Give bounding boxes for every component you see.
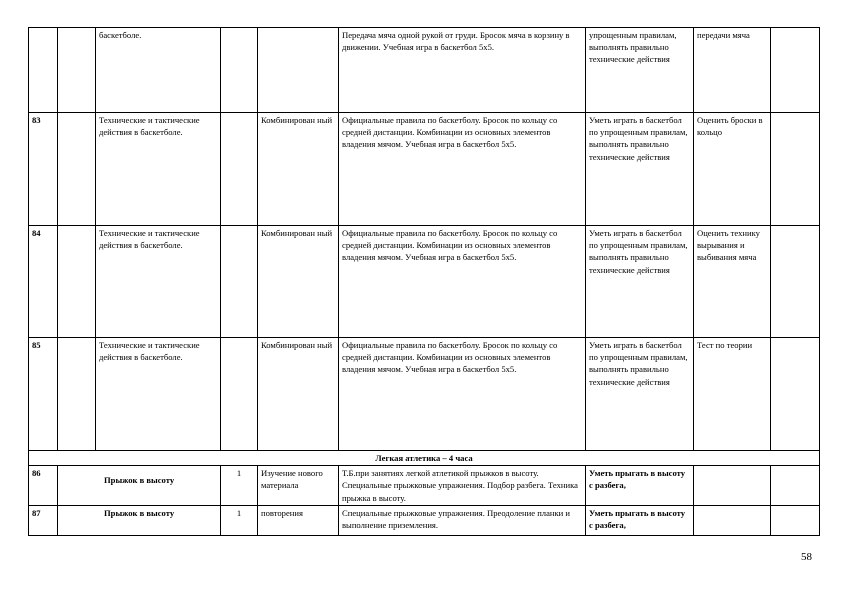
lesson-topic: баскетболе. — [96, 28, 221, 113]
lesson-topic: Технические и тактические действия в баскетболе. — [96, 338, 221, 451]
lesson-content: Официальные правила по баскетболу. Бросок по кольцу со средней дистанции. Комбинации из основных элементов владения мячом. Учебная игра в баскетбол 5х5. — [339, 226, 586, 338]
lesson-hours — [221, 28, 258, 113]
section-header-row — [29, 451, 820, 466]
lesson-type — [258, 28, 339, 113]
lesson-requirements: упрощенным правилам, выполнять правильно технические действия — [586, 28, 694, 113]
lesson-content: Специальные прыжковые упражнения. Преодоление планки и выполнение приземления. — [339, 506, 586, 536]
table-row — [29, 506, 820, 536]
table-row — [29, 28, 820, 113]
empty-cell — [771, 338, 820, 451]
lesson-number — [29, 28, 58, 113]
table-row — [29, 338, 820, 451]
empty-cell — [771, 226, 820, 338]
lesson-requirements: Уметь играть в баскетбол по упрощенным правилам, выполнять правильно технические действия — [586, 338, 694, 451]
lesson-number: 83 — [29, 113, 58, 226]
lesson-requirements: Уметь прыгать в высоту с разбега, — [586, 466, 694, 506]
lesson-number: 87 — [29, 506, 58, 536]
lesson-control: Тест по теории — [694, 338, 771, 451]
empty-cell — [58, 338, 96, 451]
lesson-number: 86 — [29, 466, 58, 506]
lesson-number: 85 — [29, 338, 58, 451]
lesson-topic: Технические и тактические действия в баскетболе. — [96, 226, 221, 338]
lesson-hours — [221, 338, 258, 451]
lesson-type: Комбинирован ный — [258, 226, 339, 338]
lesson-requirements: Уметь играть в баскетбол по упрощенным правилам, выполнять правильно технические действия — [586, 113, 694, 226]
lesson-control: передачи мяча — [694, 28, 771, 113]
empty-cell — [58, 113, 96, 226]
lesson-topic: Прыжок в высоту — [58, 506, 221, 536]
lesson-topic: Прыжок в высоту — [58, 466, 221, 506]
empty-cell — [771, 113, 820, 226]
lesson-control — [694, 466, 771, 506]
empty-cell — [58, 28, 96, 113]
empty-cell — [771, 466, 820, 506]
lesson-hours — [221, 226, 258, 338]
lesson-hours — [221, 113, 258, 226]
lesson-content: Передача мяча одной рукой от груди. Бросок мяча в корзину в движении. Учебная игра в баскетбол 5х5. — [339, 28, 586, 113]
lesson-control: Оценить броски в кольцо — [694, 113, 771, 226]
empty-cell — [771, 28, 820, 113]
lesson-hours: 1 — [221, 506, 258, 536]
table-row — [29, 113, 820, 226]
lesson-number: 84 — [29, 226, 58, 338]
lesson-content: Т.Б.при занятиях легкой атлетикой прыжков в высоту. Специальные прыжковые упражнения. Подбор разбега. Техника прыжка в высоту. — [339, 466, 586, 506]
lesson-type: повторения — [258, 506, 339, 536]
table-row — [29, 226, 820, 338]
lesson-content: Официальные правила по баскетболу. Бросок по кольцу со средней дистанции. Комбинации из основных элементов владения мячом. Учебная игра в баскетбол 5х5. — [339, 338, 586, 451]
lesson-type: Комбинирован ный — [258, 338, 339, 451]
lesson-hours: 1 — [221, 466, 258, 506]
lesson-plan-table — [28, 27, 820, 536]
lesson-content: Официальные правила по баскетболу. Бросок по кольцу со средней дистанции. Комбинации из основных элементов владения мячом. Учебная игра в баскетбол 5х5. — [339, 113, 586, 226]
page-number: 58 — [801, 551, 812, 563]
empty-cell — [58, 226, 96, 338]
lesson-type: Изучение нового материала — [258, 466, 339, 506]
lesson-type: Комбинирован ный — [258, 113, 339, 226]
lesson-control — [694, 506, 771, 536]
table-row — [29, 466, 820, 506]
lesson-topic: Технические и тактические действия в баскетболе. — [96, 113, 221, 226]
empty-cell — [771, 506, 820, 536]
lesson-requirements: Уметь прыгать в высоту с разбега, — [586, 506, 694, 536]
section-title: Легкая атлетика – 4 часа — [29, 451, 820, 466]
lesson-control: Оценить технику вырывания и выбивания мяча — [694, 226, 771, 338]
lesson-requirements: Уметь играть в баскетбол по упрощенным правилам, выполнять правильно технические действия — [586, 226, 694, 338]
